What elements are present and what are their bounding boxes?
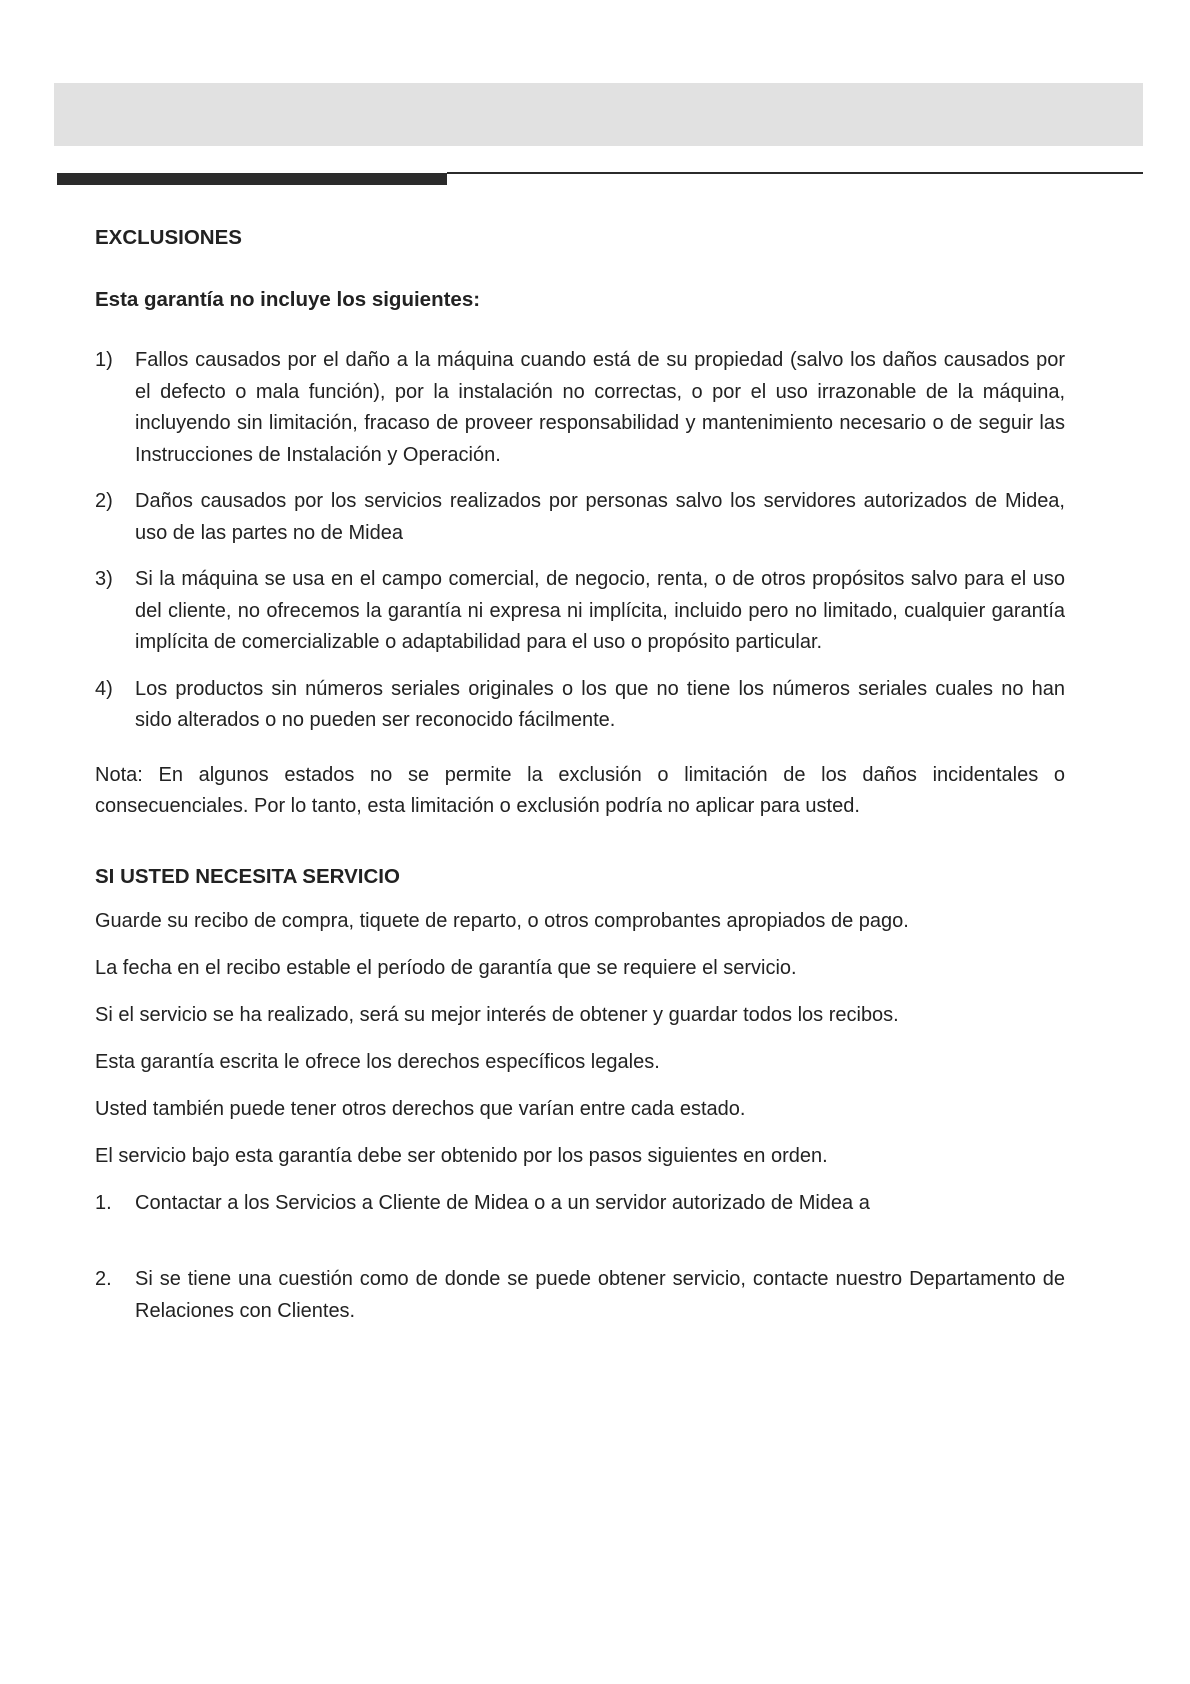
header-band [54, 83, 1143, 146]
header-rule-thin [447, 172, 1143, 174]
exclusion-item [95, 674, 1065, 737]
service-paragraph: Guarde su recibo de compra, tiquete de reparto, o otros comprobantes apropiados de pago. [95, 910, 909, 932]
exclusion-item [95, 486, 1065, 549]
service-paragraph: Si el servicio se ha realizado, será su mejor interés de obtener y guardar todos los recibos. [95, 1004, 899, 1026]
service-step-text: Contactar a los Servicios a Cliente de Midea o a un servidor autorizado de Midea a [135, 1191, 870, 1214]
exclusion-item-text: Si la máquina se usa en el campo comercial, de negocio, renta, o de otros propósitos salvo para el uso del cliente, no ofrecemos la garantía ni expresa ni implícita, incluido pero no limitado, cualquier garantía implícita de comercializable o adaptabilidad para el uso o propósito particular. [135, 568, 1065, 653]
service-paragraph: Esta garantía escrita le ofrece los derechos específicos legales. [95, 1051, 660, 1073]
exclusions-subheading: Esta garantía no incluye los siguientes: [95, 287, 481, 311]
exclusion-item [95, 564, 1065, 659]
header-rule-thick [57, 173, 447, 185]
exclusion-item-text: Daños causados por los servicios realizados por personas salvo los servidores autorizados de Midea, uso de las partes no de Midea [135, 490, 1065, 544]
exclusion-item [95, 345, 1065, 471]
exclusion-item-number: 4) [95, 677, 113, 700]
service-step [95, 1264, 1065, 1327]
exclusion-item-number: 3) [95, 568, 113, 590]
service-paragraph: El servicio bajo esta garantía debe ser obtenido por los pasos siguientes en orden. [95, 1145, 828, 1167]
exclusion-item-text: Los productos sin números seriales originales o los que no tiene los números seriales cuales no han sido alterados o no pueden ser reconocido fácilmente. [135, 677, 1065, 731]
service-paragraph: La fecha en el recibo estable el período de garantía que se requiere el servicio. [95, 957, 797, 979]
exclusions-note: Nota: En algunos estados no se permite la exclusión o limitación de los daños incidentales o consecuenciales. Por lo tanto, esta limitación o exclusión podría no aplicar para usted. [95, 763, 1065, 817]
exclusion-item-number: 1) [95, 349, 113, 371]
exclusion-item-text: Fallos causados por el daño a la máquina cuando está de su propiedad (salvo los daños causados por el defecto o mala función), por la instalación no correctas, o por el uso irrazonable de la máquina, incluyendo sin limitación, fracaso de proveer responsabilidad y mantenimiento necesario o de seguir las Instrucciones de Instalación y Operación. [135, 349, 1065, 466]
exclusion-item-number: 2) [95, 490, 113, 512]
service-step-number: 1. [95, 1191, 112, 1214]
service-steps-list [95, 1188, 1065, 1328]
exclusions-heading: EXCLUSIONES [95, 226, 242, 249]
service-paragraph: Usted también puede tener otros derechos que varían entre cada estado. [95, 1098, 746, 1120]
service-step-text: Si se tiene una cuestión como de donde se puede obtener servicio, contacte nuestro Departamento de Relaciones con Clientes. [135, 1268, 1065, 1322]
exclusions-list [95, 345, 1065, 737]
service-step [95, 1188, 1065, 1220]
page-content [95, 222, 1065, 1342]
service-step-number: 2. [95, 1268, 112, 1290]
service-heading: SI USTED NECESITA SERVICIO [95, 864, 400, 888]
